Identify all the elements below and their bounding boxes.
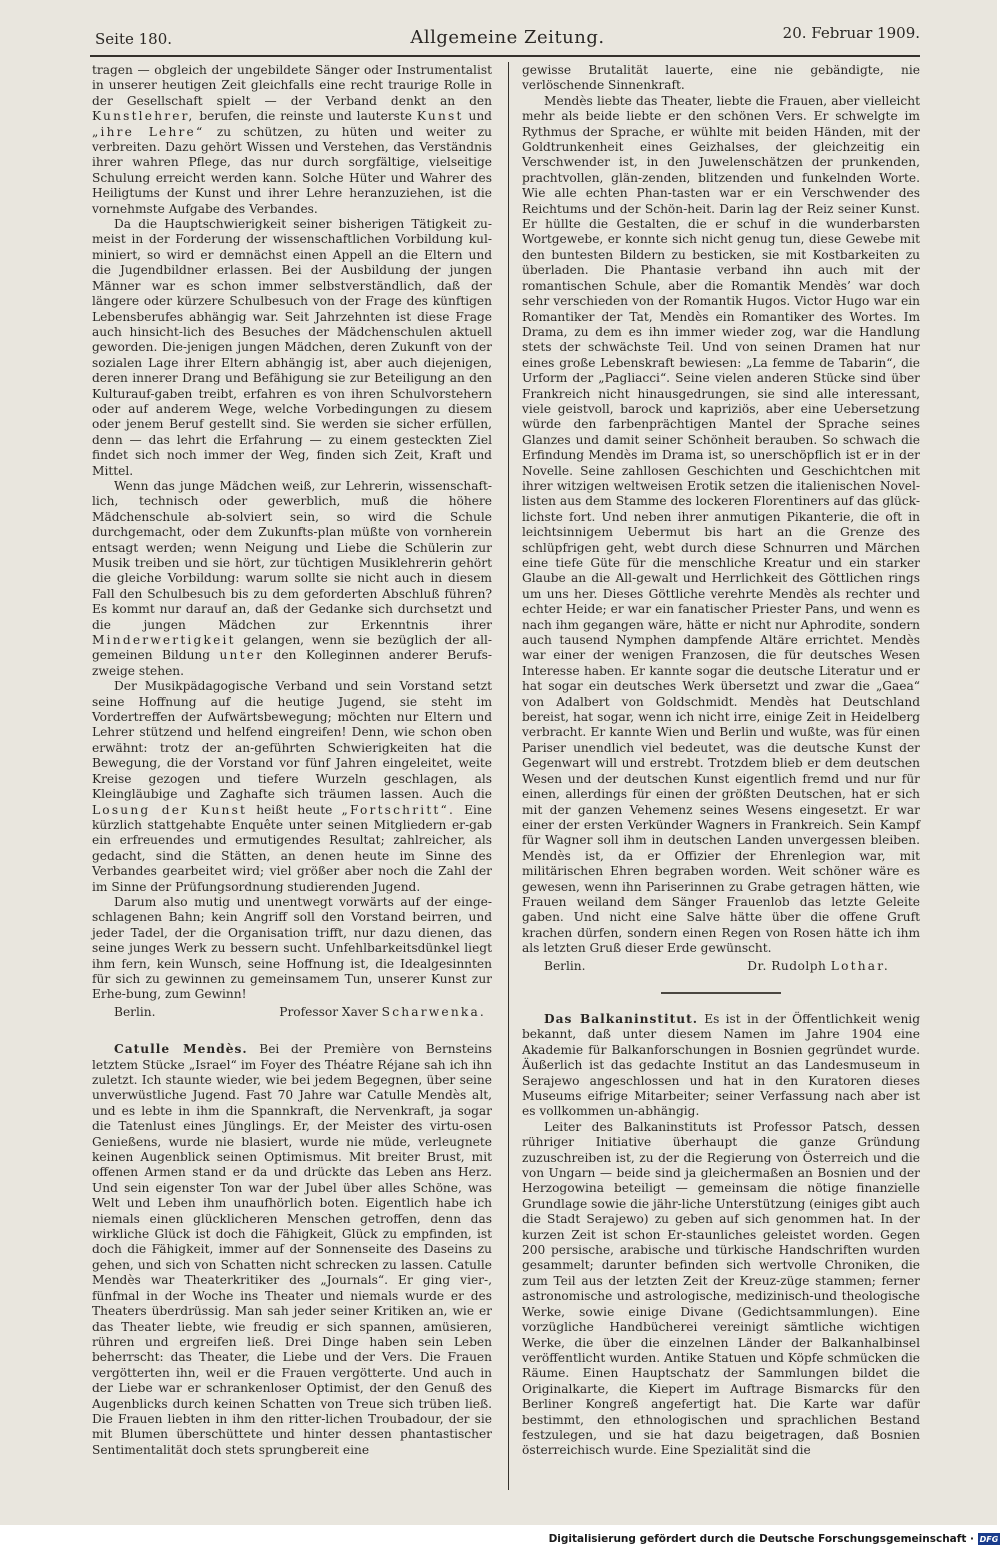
paragraph: Da die Hauptschwierigkeit seiner bisherigen Tätigkeit zu-meist in der Forderung der wissenschaftlichen Vorbildung kul-miniert, so wird er demnächst einen Appell an die Eltern und die Jugendbildner erlassen. Bei der Ausbildung der jungen Männer war es schon immer selbstverständlich, daß der längere oder kürzere Schulbesuch von der Frage des künftigen Lebensberufes abhängig war. Seit Jahrzehnten ist diese Frage auch hinsicht-lich des Besuches der Mädchenschulen aktuell geworden. Die-jenigen jungen Mädchen, deren Zukunft von der sozialen Lage ihrer Eltern abhängig ist, aber auch diejenigen, deren innerer Drang und Befähigung sie zur Beteiligung an den Kulturauf-gaben treibt, erfahren es von ihren Schulvorstehern oder auf anderem Wege, welche Vorbedingungen zu diesem oder jenem Beruf gestellt sind. Sie werden sie sicher erfüllen, denn — das lehrt die Erfahrung — zu einem gesteckten Ziel findet sich noch immer der Weg, finden sich Zeit, Kraft und Mittel. [92, 217, 492, 478]
column-divider [508, 62, 509, 1490]
credit-text: Digitalisierung gefördert durch die Deutsche Forschungsgemeinschaft · [548, 1533, 974, 1545]
article-mendes: Catulle Mendès. Bei der Première von Bernsteins letztem Stücke „Israel“ im Foyer des Théatre Réjane sah ich ihn zuletzt. Ich staunte wieder, wie bei jedem Begegnen, über seine unverwüstliche Jugend. Fast 70 Jahre war Catulle Mendès alt, und es lebte in ihm die Spannkraft, die Nervenkraft, ja sogar die Tatenlust eines Jünglings. Er, der Meister des virtu-osen Genießens, wurde nie blasiert, wurde nie müde, verleugnete keinen Augenblick seinen Optimismus. Mit breiter Brust, mit offenen Armen stand er da und drückte das Leben ans Herz. Und sein eigenster Ton war der Jubel über alles Schöne, was Welt und Leben ihm unaufhörlich boten. Eigentlich habe ich niemals einen glücklicheren Menschen getroffen, denn das wirkliche Glück ist doch die Fähigkeit, Glück zu empfinden, ist doch die Fähigkeit, immer auf der Sonnenseite des Daseins zu gehen, und sich von Schatten nicht schrecken zu lassen. Catulle Mendès war Theaterkritiker des „Journals“. Er ging vier-, fünfmal in der Woche ins Theater und niemals wurde er des Theaters überdrüssig. Man sah jeder seiner Kritiken an, wie er das Theater liebte, wie freudig er sich spannen, amüsieren, rühren und ergreifen ließ. Drei Dinge haben sein Leben beherrscht: das Theater, die Liebe und der Vers. Die Frauen vergötterten ihn, weil er die Frauen vergötterte. Und auch in der Liebe war er schrankenloser Optimist, der den Genuß des Augenblicks durch keinen Schatten von Treue sich trüben ließ. Die Frauen liebten in ihm den ritter-lichen Troubadour, der sie mit Blumen überschüttete und hinter dessen phantastischer Sentimentalität doch stets sprungbereit eine [92, 1042, 492, 1457]
signature [92, 1005, 492, 1020]
paragraph: tragen — obgleich der ungebildete Sänger oder Instrumentalist in unserer heutigen Zeit gleichfalls eine recht traurige Rolle in der Gesellschaft spielt — der Verband denkt an den Kunstlehrer, berufen, die reinste und lauterste Kunst und „ihre Lehre“ zu schützen, zu hüten und weiter zu verbreiten. Dazu gehört Wissen und Verstehen, das Verständnis ihrer wahren Pflege, das nur durch sorgfältige, vielseitige Schulung erreicht werden kann. Solche Hüter und Wahrer des Heiligtums der Kunst und ihrer Lehre heranzuziehen, ist die vornehmste Aufgabe des Verbandes. [92, 63, 492, 216]
paragraph: Leiter des Balkaninstituts ist Professor Patsch, dessen rühriger Initiative überhaupt die ganze Gründung zuzuschreiben ist, zu der die Regierung von Österreich und die von Ungarn — beide sind ja gleichermaßen an Bosnien und der Herzogowina beteiligt — gemeinsam die nötige finanzielle Grundlage sowie die jähr-liche Unterstützung (einiges gibt auch die Stadt Serajewo) zu geben auf sich genommen hat. In der kurzen Zeit ist schon Er-staunliches geleistet worden. Gegen 200 persische, arabische und türkische Handschriften wurden gesammelt; darunter befinden sich wertvolle Chroniken, die zum Teil aus der letzten Zeit der Kreuz-züge stammen; ferner astronomische und astrologische, medizinisch-und theologische Werke, sowie einige Divane (Gedichtsammlungen). Eine vorzügliche Handbücherei vereinigt sämtliche wichtigen Werke, die über die einzelnen Länder der Balkanhalbinsel veröffentlicht wurden. Antike Statuen und Köpfe schmücken die Räume. Einen Hauptschatz der Sammlungen bildet die Originalkarte, die Kiepert im Auftrage Bismarcks für den Berliner Kongreß angefertigt hat. Die Karte war dafür bestimmt, den ethnologischen und sprachlichen Bestand festzulegen, und sie hat dazu beigetragen, daß Bosnien österreichisch wurde. Eine Spezialität sind die [522, 1119, 920, 1458]
article-heading: Catulle Mendès. [114, 1042, 248, 1057]
page-header [95, 24, 920, 54]
paragraph: Mendès liebte das Theater, liebte die Frauen, aber vielleicht mehr als beide liebte er den schönen Vers. Er schwelgte im Rythmus der Sprache, er wühlte mit beiden Händen, mit der Goldtrunkenheit eines Geizhalses, der gleichzeitig ein Verschwender ist, in den Juwelenschätzen der prunkenden, prachtvollen, glän-zenden, blitzenden und funkelnden Worte. Wie alle echten Phan-tasten war er ein Verschwender des Reichtums und der Schön-heit. Darin lag der Reiz seiner Kunst. Er hüllte die Gestalten, die er schuf in die wunderbarsten Wortgewebe, er konnte sich nicht genug tun, diese Gewebe mit den buntesten Bildern zu besticken, sie mit Kostbarkeiten zu überladen. Die Phantasie verband ihn auch mit der romantischen Schule, aber die Romantik Mendès’ war doch sehr verschieden von der Romantik Hugos. Victor Hugo war ein Romantiker der Tat, Mendès ein Romantiker des Wortes. Im Drama, zu dem es ihn immer wieder zog, war die Handlung stets der schwächste Teil. Und von seinen Dramen hat nur eines große Lebenskraft bewiesen: „La femme de Tabarin“, die Urform der „Pagliacci“. Seine vielen anderen Stücke sind über Frankreich nicht hinausgedrungen, sie sind alle interessant, viele geistvoll, barock und kapriziös, aber eine Uebersetzung würde den farbenprächtigen Mantel der Sprache seines Glanzes und damit seiner Schönheit berauben. So schwach die Erfindung Mendès im Drama ist, so unerschöpflich ist er in der Novelle. Seine zahllosen Geschichten und Geschichtchen mit ihrer witzigen weltweisen Erotik setzen die italienischen Novel-listen aus dem Stamme des lockeren Florentiners auf das glück-lichste fort. Und neben ihrer anmutigen Pikanterie, die oft in leichtsinnigem Uebermut bis hart an die Grenze des schlüpfrigen geht, webt durch diese Schnurren und Märchen eine tiefe Güte für die menschliche Kreatur und ein starker Glaube an die All-gewalt und Herrlichkeit des Göttlichen rings um uns her. Dieses Göttliche verehrte Mendès als rechter und echter Heide; er war ein fanatischer Priester Pans, und wenn es nach ihm gegangen wäre, hätte er nicht nur Aphrodite, sondern auch tausend Nymphen dampfende Altäre errichtet. Mendès war einer der wenigen Franzosen, die für deutsches Wesen Interesse haben. Er kannte sogar die deutsche Literatur und er hat sogar ein deutsches Werk übersetzt und zwar die „Gaea“ von Adalbert von Goldschmidt. Mendès hat Deutschland bereist, hat sogar, wenn ich nicht irre, einige Zeit in Heidelberg verbracht. Er kannte Wien und Berlin und wußte, was für einen Pariser unendlich viel bedeutet, was die deutsche Kunst der Gegenwart will und erstrebt. Trotzdem blieb er dem deutschen Wesen und der deutschen Kunst eigentlich fremd und nur für einen, allerdings für einen der größten Deutschen, hat er sich mit der ganzen Vehemenz seines Wesens eingesetzt. Er war einer der ersten Verkünder Wagners in Frankreich. Sein Kampf für Wagner soll ihm in deutschen Landen unvergessen bleiben. Mendès ist, da er Offizier der Ehrenlegion war, mit militärischen Ehren begraben worden. Weit schöner wäre es gewesen, wenn ihn Pariserinnen zu Grabe getragen hätten, wie Frauen weiland dem Sänger Frauenlob das letzte Geleite gaben. Und nicht eine Salve hätte über die offene Gruft krachen dürfen, sondern einen Regen von Rosen hätte ich ihm als letzten Gruß dieser Erde gewünscht. [522, 93, 920, 956]
issue-date: 20. Februar 1909. [782, 24, 920, 42]
signature-place: Berlin. [544, 958, 586, 973]
paragraph: Der Musikpädagogische Verband und sein Vorstand setzt seine Hoffnung auf die heutige Jugend, sie steht im Vordertreffen der Aufwärtsbewegung; möchten nur Eltern und Lehrer stützend und helfend eingreifen! Denn, wie schon oben erwähnt: trotz der an-geführten Schwierigkeiten hat die Bewegung, die der Vorstand vor fünf Jahren eingeleitet, weite Kreise gezogen und tiefere Wurzeln geschlagen, als Kleingläubige und Zaghafte sich träumen lassen. Auch die Losung der Kunst heißt heute „Fortschritt“. Eine kürzlich stattgehabte Enquête unter seinen Mitgliedern er-gab ein erfreuendes und ermutigendes Resultat; zahlreicher, als gedacht, sind die Stätten, an denen heute im Sinne des Verbandes gearbeitet wird; viel größer aber noch die Zahl der im Sinne der Prüfungsordnung studierenden Jugend. [92, 679, 492, 894]
left-column [92, 63, 492, 1458]
paragraph: Darum also mutig und unentwegt vorwärts auf der einge-schlagenen Bahn; kein Angriff soll den Vorstand beirren, und jeder Tadel, der die Organisation trifft, nur dazu dienen, das seine junges Werk zu bessern sucht. Unfehlbarkeitsdünkel liegt ihm fern, kein Wunsch, seine Hoffnung ist, die Idealgesinnten für sich zu gewinnen zu gemeinsamem Tun, unserer Kunst zur Erhe-bung, zum Gewinn! [92, 894, 492, 1002]
signature-place: Berlin. [114, 1004, 156, 1019]
paragraph: Wenn das junge Mädchen weiß, zur Lehrerin, wissenschaft-lich, technisch oder gewerblich, muß die höhere Mädchenschule ab-solviert sein, so wird die Schule durchgemacht, oder dem Zukunfts-plan müßte von vornherein entsagt werden; wenn Neigung und Liebe die Schülerin zur Musik treiben und sie hört, zur tüchtigen Musiklehrerin gehört die gleiche Vorbildung: warum sollte sie nicht auch in diesem Fall den Schulbesuch bis zu dem geforderten Abschluß führen? Es kommt nur darauf an, daß der Gedanke sich durchsetzt und die jungen Mädchen zur Erkenntnis ihrer Minderwertigkeit gelangen, wenn sie bezüglich der all-gemeinen Bildung unter den Kolleginnen anderer Berufs-zweige stehen. [92, 478, 493, 678]
article-heading: Das Balkaninstitut. [544, 1011, 698, 1026]
paragraph: gewisse Brutalität lauerte, eine nie gebändigte, nie verlöschende Sinnenkraft. [522, 63, 920, 93]
dfg-logo: DFG [979, 1534, 999, 1544]
right-column [522, 63, 920, 1459]
signature-author: Dr. Rudolph Lothar. [747, 958, 890, 973]
header-rule [90, 55, 920, 57]
signature [522, 959, 920, 974]
digitization-credit [549, 1532, 1000, 1546]
signature-author: Professor Xaver Scharwenka. [279, 1004, 486, 1019]
article-balkan: Das Balkaninstitut. Es ist in der Öffentlichkeit wenig bekannt, daß unter diesem Namen im Jahre 1904 eine Akademie für Balkanforschungen in Bosnien gegründet wurde. Äußerlich ist das gedachte Institut an das Landesmuseum in Serajewo angeschlossen und hat in den Kuratoren dieses Museums eifrige Mitarbeiter; seiner Verfassung nach aber ist es vollkommen un-abhängig. [522, 1011, 921, 1119]
newspaper-title: Allgemeine Zeitung. [410, 27, 605, 48]
page-number: Seite 180. [95, 30, 173, 48]
